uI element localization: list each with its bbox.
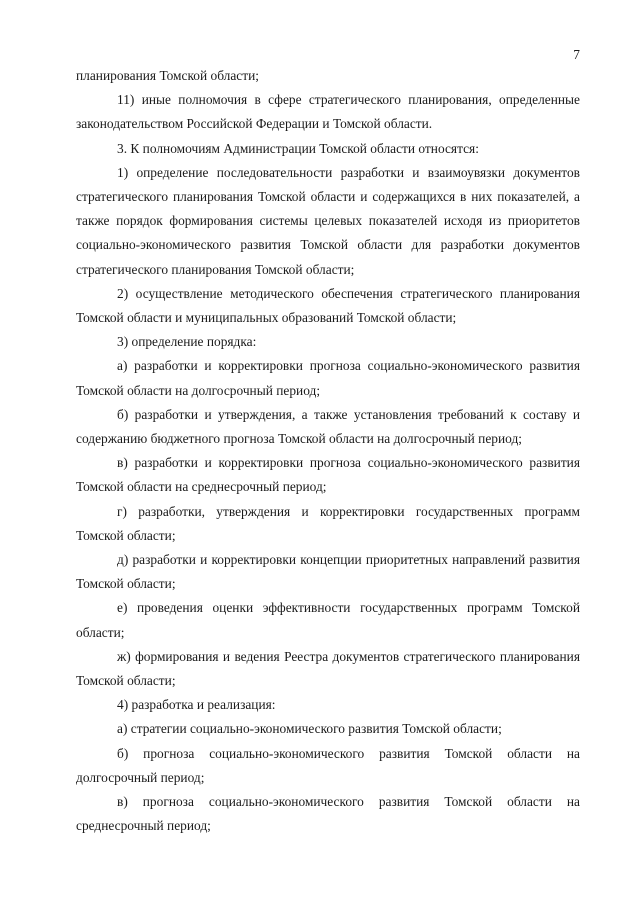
paragraph: в) разработки и корректировки прогноза социально-экономического развития Томской области на среднесрочный период; [76, 455, 580, 495]
paragraph: 1) определение последовательности разработки и взаимоувязки документов стратегического планирования Томской области и содержащихся в них показателей, а также порядок формирования системы целевых показателей исходя из приоритетов социально-экономического развития Томской области для разработки документов стратегического планирования Томской области; [76, 164, 580, 277]
paragraph: 4) разработка и реализация: [117, 697, 276, 713]
paragraph: 11) иные полномочия в сфере стратегического планирования, определенные законодательством Российской Федерации и Томской области. [76, 92, 580, 132]
paragraph: ж) формирования и ведения Реестра документов стратегического планирования Томской области; [76, 648, 580, 689]
paragraph: 2) осуществление методического обеспечения стратегического планирования Томской области и муниципальных образований Томской области; [76, 285, 580, 326]
document-body [76, 64, 580, 839]
paragraph: б) прогноза социально-экономического развития Томской области на долгосрочный период; [76, 745, 580, 785]
paragraph: 3) определение порядка: [117, 334, 257, 350]
paragraph: д) разработки и корректировки концепции приоритетных направлений развития Томской области; [76, 552, 580, 592]
paragraph: в) прогноза социально-экономического развития Томской области на среднесрочный период; [76, 794, 580, 834]
paragraph: планирования Томской области; [76, 68, 259, 83]
paragraph: а) стратегии социально-экономического развития Томской области; [117, 721, 502, 737]
paragraph: е) проведения оценки эффективности государственных программ Томской области; [76, 600, 580, 640]
paragraph: г) разработки, утверждения и корректировки государственных программ Томской области; [76, 503, 580, 543]
page-number: 7 [573, 47, 580, 62]
paragraph: б) разработки и утверждения, а также установления требований к составу и содержанию бюджетного прогноза Томской области на долгосрочный период; [76, 406, 580, 447]
paragraph: 3. К полномочиям Администрации Томской области относятся: [117, 140, 479, 156]
paragraph: а) разработки и корректировки прогноза социально-экономического развития Томской области на долгосрочный период; [76, 358, 580, 398]
